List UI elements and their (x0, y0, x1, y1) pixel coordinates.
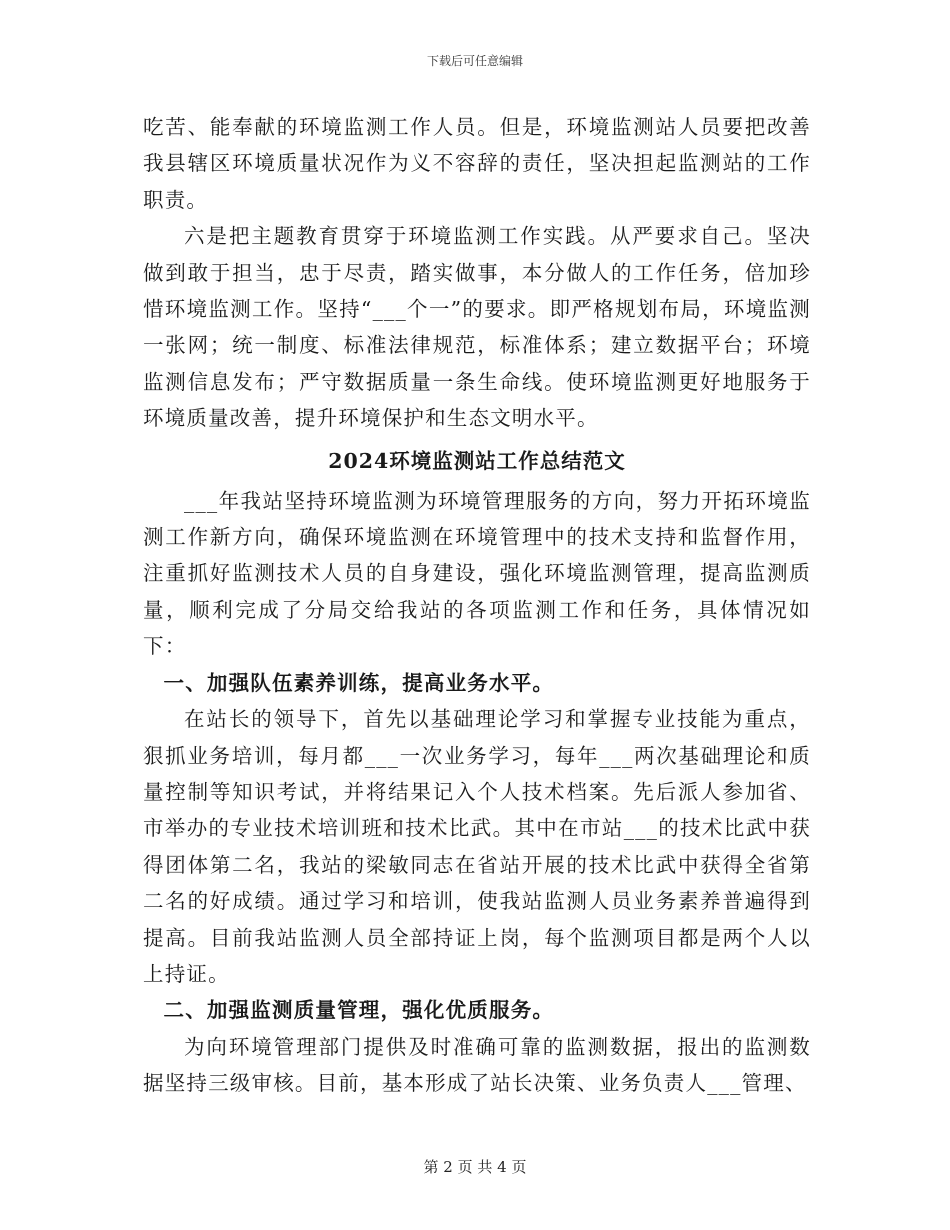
page-header: 下载后可任意编辑 (426, 54, 523, 68)
paragraph-section-1: 在站长的领导下，首先以基础理论学习和掌握专业技能为重点，狠抓业务培训，每月都___一次业务学习，每年___两次基础理论和质量控制等知识考试，并将结果记入个人技术档案。先后派人参加省、市举办的专业技术培训班和技术比武。其中在市站___的技术比武中获得团体第二名，我站的梁敏同志在省站开展的技术比武中获得全省第二名的好成绩。通过学习和培训，使我站监测人员业务素养普遍得到提高。目前我站监测人员全部持证上岗，每个监测项目都是两个人以上持证。 (143, 707, 811, 986)
section-heading-2: 二、加强监测质量管理，强化优质服务。 (163, 998, 555, 1023)
paragraph-continuation: 吃苦、能奉献的环境监测工作人员。但是，环境监测站人员要把改善我县辖区环境质量状况作为义不容辞的责任，坚决担起监测站的工作职责。 (143, 115, 811, 212)
document-title: 2024环境监测站工作总结范文 (328, 448, 626, 473)
document-body (143, 109, 811, 1102)
paragraph-intro: ___年我站坚持环境监测为环境管理服务的方向，努力开拓环境监测工作新方向，确保环境监测在环境管理中的技术支持和监督作用，注重抓好监测技术人员的自身建设，强化环境监测管理，提高监测质量，顺利完成了分局交给我站的各项监测工作和任务，具体情况如下： (143, 488, 811, 659)
paragraph-six: 六是把主题教育贯穿于环境监测工作实践。从严要求自己。坚决做到敢于担当，忠于尽责，踏实做事，本分做人的工作任务，倍加珍惜环境监测工作。坚持“___个一”的要求。即严格规划布局，环境监测一张网；统一制度、标准法律规范，标准体系；建立数据平台；环境监测信息发布；严守数据质量一条生命线。使环境监测更好地服务于环境质量改善，提升环境保护和生态文明水平。 (143, 224, 811, 431)
page-footer: 第 2 页 共 4 页 (423, 1158, 527, 1176)
section-heading-1: 一、加强队伍素养训练，提高业务水平。 (163, 670, 555, 695)
paragraph-section-2: 为向环境管理部门提供及时准确可靠的监测数据，报出的监测数据坚持三级审核。目前，基本形成了站长决策、业务负责人___管理、 (143, 1034, 811, 1096)
